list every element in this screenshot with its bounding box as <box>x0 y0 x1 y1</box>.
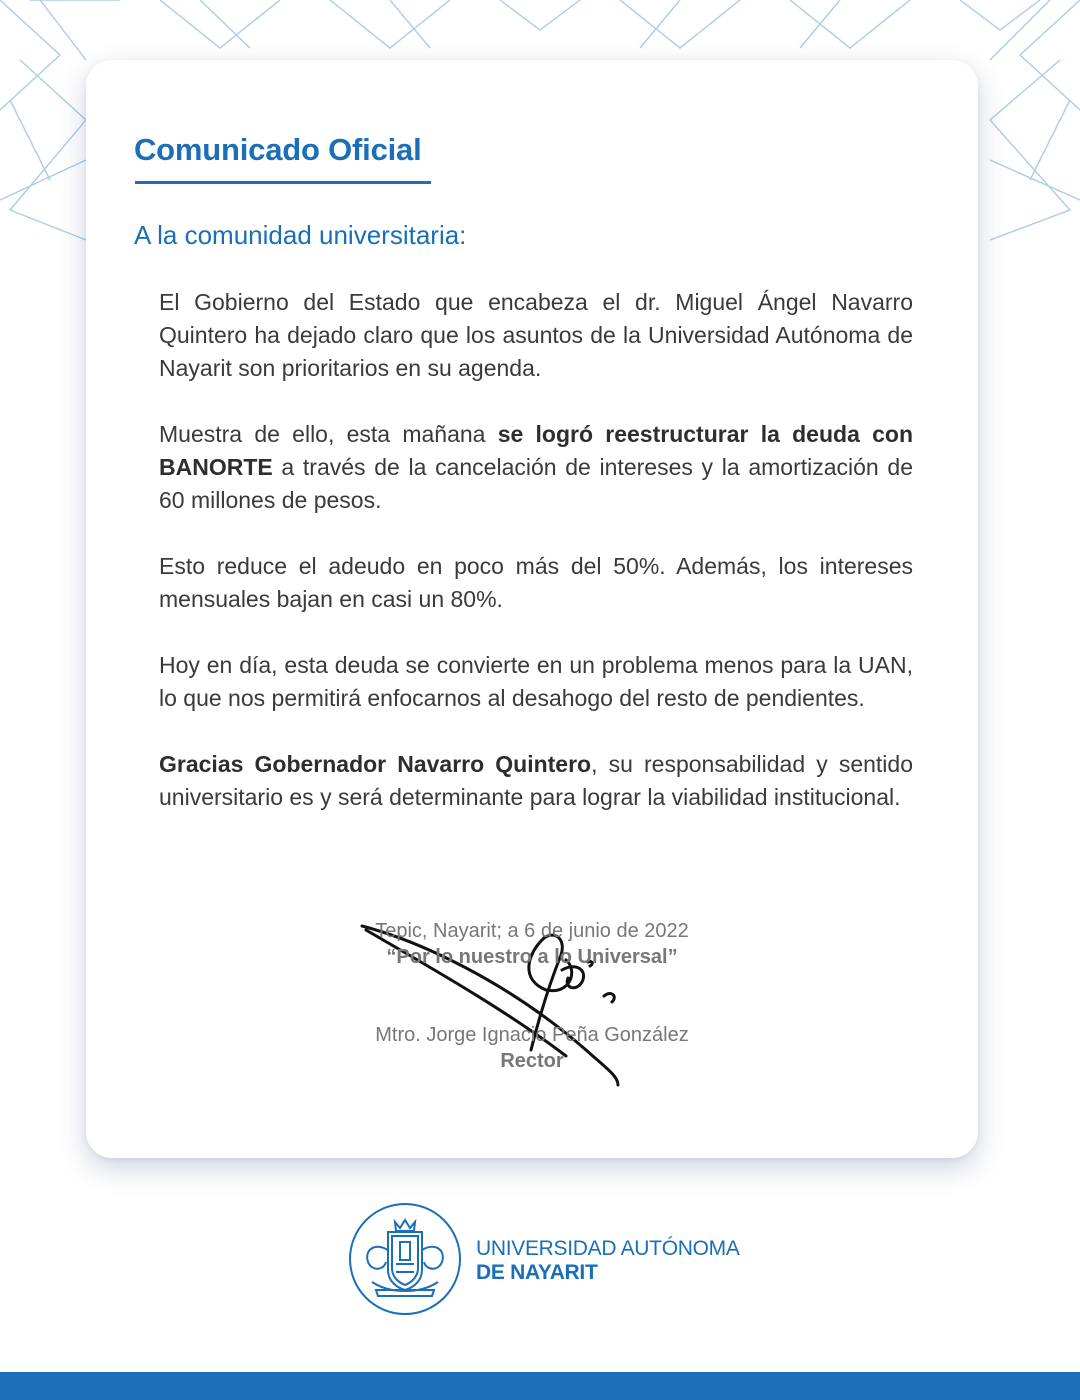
signature-block <box>86 918 978 1074</box>
signature-role: Rector <box>500 1050 564 1072</box>
greeting: A la comunidad universitaria: <box>134 220 467 250</box>
signature-motto: “Por lo nuestro a lo Universal” <box>386 946 678 968</box>
body-paragraph <box>159 550 913 616</box>
university-name-line1: UNIVERSIDAD AUTÓNOMA <box>476 1237 740 1260</box>
body-paragraph <box>159 418 913 517</box>
university-name-line2: DE NAYARIT <box>476 1261 598 1284</box>
emphasis-text: se logró reestructurar la deuda con BANORTE <box>159 421 913 480</box>
paragraph-text: El Gobierno del Estado que encabeza el dr. Miguel Ángel Navarro Quintero ha dejado claro que los asuntos de la Universidad Autónoma de Nayarit son prioritarios en su agenda. <box>159 289 913 381</box>
paragraph-text: a través de la cancelación de intereses y la amortización de 60 millones de pesos. <box>159 454 913 513</box>
signature-place-date: Tepic, Nayarit; a 6 de junio de 2022 <box>375 920 689 942</box>
body-paragraph <box>159 748 913 814</box>
body-paragraph <box>159 649 913 715</box>
paragraph-text: , su responsabilidad y sentido universitario es y será determinante para lograr la viabilidad institucional. <box>159 751 913 810</box>
emphasis-text: Gracias Gobernador Navarro Quintero <box>159 751 592 777</box>
paragraph-text: Esto reduce el adeudo en poco más del 50%. Además, los intereses mensuales bajan en casi un 80%. <box>159 553 913 612</box>
paragraph-text: Muestra de ello, esta mañana <box>159 421 498 447</box>
signature-name: Mtro. Jorge Ignacio Peña González <box>375 1024 689 1046</box>
footer-accent-bar <box>0 1372 1080 1400</box>
title-underline <box>135 181 431 184</box>
document-title: Comunicado Oficial <box>134 132 422 167</box>
document-body <box>159 286 913 847</box>
university-crest-logo-icon <box>340 1200 470 1318</box>
body-paragraph <box>159 286 913 385</box>
university-name <box>476 1237 740 1285</box>
paragraph-text: Hoy en día, esta deuda se convierte en un problema menos para la UAN, lo que nos permitirá enfocarnos al desahogo del resto de pendientes. <box>159 652 913 711</box>
communique-card <box>86 60 978 1158</box>
